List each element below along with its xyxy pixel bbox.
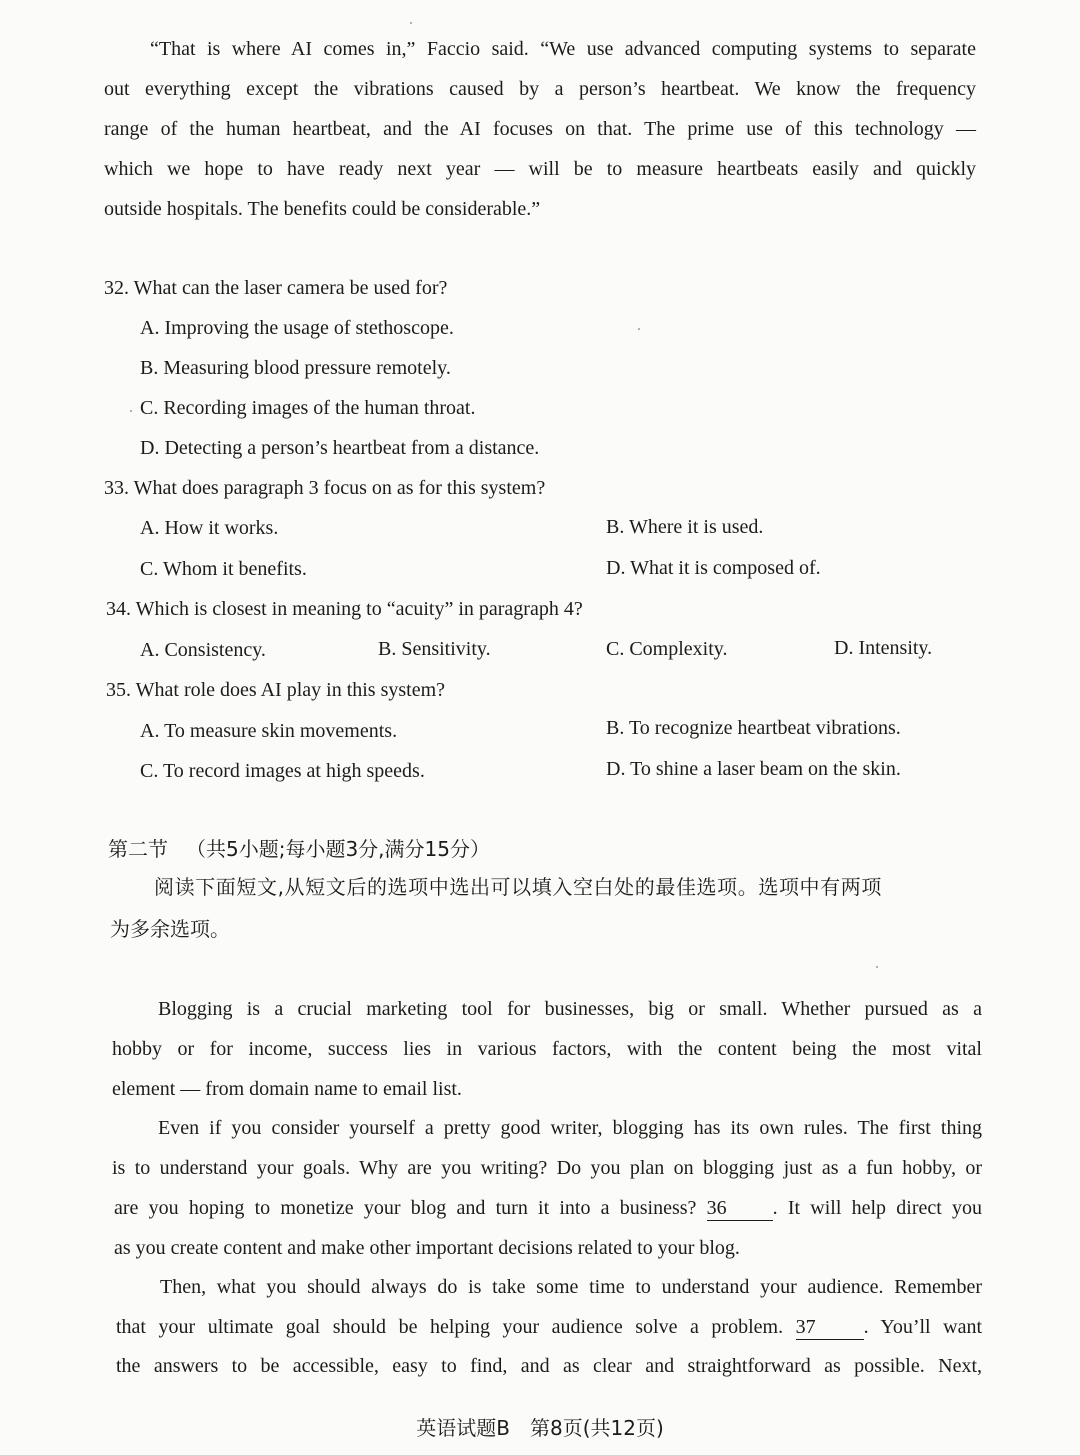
section-title-line xyxy=(108,834,490,864)
section-title: 第二节 xyxy=(108,837,168,861)
question-stem xyxy=(106,594,583,624)
page-footer: 英语试题B 第8页(共12页) xyxy=(416,1416,664,1440)
option-a[interactable]: A. To measure skin movements. xyxy=(140,720,398,742)
scan-speck xyxy=(638,328,640,330)
section-instruction: 为多余选项。 xyxy=(110,917,230,941)
option-b[interactable]: B. Where it is used. xyxy=(606,516,764,538)
question-text: What can the laser camera be used for? xyxy=(133,277,448,299)
question-text: What role does AI play in this system? xyxy=(135,679,446,701)
question-stem xyxy=(104,273,447,303)
question-number: 35. xyxy=(106,679,131,701)
passage-line: Then, what you should always do is take some time to understand your audience. Remember xyxy=(160,1276,982,1298)
question-number: 32. xyxy=(104,277,129,299)
question-text: Which is closest in meaning to “acuity” in paragraph 4? xyxy=(135,598,583,620)
passage-line: Even if you consider yourself a pretty good writer, blogging has its own rules. The first thing xyxy=(158,1117,982,1139)
option-c[interactable]: C. Recording images of the human throat. xyxy=(140,397,476,419)
passage-line: out everything except the vibrations caused by a person’s heartbeat. We know the frequency xyxy=(104,78,976,100)
option-d[interactable]: D. Intensity. xyxy=(834,637,933,659)
section-scoring: （共5小题;每小题3分,满分15分） xyxy=(186,837,490,861)
option-a[interactable]: A. How it works. xyxy=(140,517,279,539)
passage-line: the answers to be accessible, easy to find, and as clear and straightforward as possible. Next, xyxy=(116,1355,982,1377)
passage-line: “That is where AI comes in,” Faccio said. “We use advanced computing systems to separate xyxy=(150,38,976,60)
option-a[interactable]: A. Consistency. xyxy=(140,639,266,661)
blank-37[interactable]: 37 xyxy=(796,1315,864,1340)
option-d[interactable]: D. To shine a laser beam on the skin. xyxy=(606,758,901,780)
option-c[interactable]: C. To record images at high speeds. xyxy=(140,760,425,782)
question-stem xyxy=(104,473,545,503)
passage-line: are you hoping to monetize your blog and turn it into a business? 36 . It will help direct you xyxy=(114,1197,983,1219)
passage-line: hobby or for income, success lies in various factors, with the content being the most vital xyxy=(112,1038,982,1060)
option-a[interactable]: A. Improving the usage of stethoscope. xyxy=(140,317,454,339)
passage-line: outside hospitals. The benefits could be considerable.” xyxy=(104,198,541,220)
blank-36[interactable]: 36 xyxy=(707,1196,773,1221)
passage-line: that your ultimate goal should be helping your audience solve a problem. 37 . You’ll want xyxy=(116,1316,983,1338)
passage-line: Blogging is a crucial marketing tool for businesses, big or small. Whether pursued as a xyxy=(158,998,982,1020)
passage-line: as you create content and make other important decisions related to your blog. xyxy=(114,1237,740,1259)
passage-line: range of the human heartbeat, and the AI focuses on that. The prime use of this technology — xyxy=(104,118,976,140)
scan-speck xyxy=(130,410,132,412)
section-instruction: 阅读下面短文,从短文后的选项中选出可以填入空白处的最佳选项。选项中有两项 xyxy=(154,875,882,899)
option-b[interactable]: B. Sensitivity. xyxy=(378,638,491,660)
question-stem xyxy=(106,675,445,705)
scan-speck xyxy=(410,22,412,24)
option-d[interactable]: D. Detecting a person’s heartbeat from a distance. xyxy=(140,437,540,459)
option-c[interactable]: C. Whom it benefits. xyxy=(140,558,307,580)
scan-speck xyxy=(876,966,878,968)
passage-line: is to understand your goals. Why are you writing? Do you plan on blogging just as a fun hobby, or xyxy=(112,1157,982,1179)
option-d[interactable]: D. What it is composed of. xyxy=(606,557,821,579)
question-text: What does paragraph 3 focus on as for this system? xyxy=(133,477,546,499)
option-c[interactable]: C. Complexity. xyxy=(606,638,728,660)
passage-line: element — from domain name to email list. xyxy=(112,1078,462,1100)
option-b[interactable]: B. Measuring blood pressure remotely. xyxy=(140,357,451,379)
passage-line: which we hope to have ready next year — will be to measure heartbeats easily and quickly xyxy=(104,158,976,180)
option-b[interactable]: B. To recognize heartbeat vibrations. xyxy=(606,717,901,739)
question-number: 33. xyxy=(104,477,129,499)
question-number: 34. xyxy=(106,598,131,620)
